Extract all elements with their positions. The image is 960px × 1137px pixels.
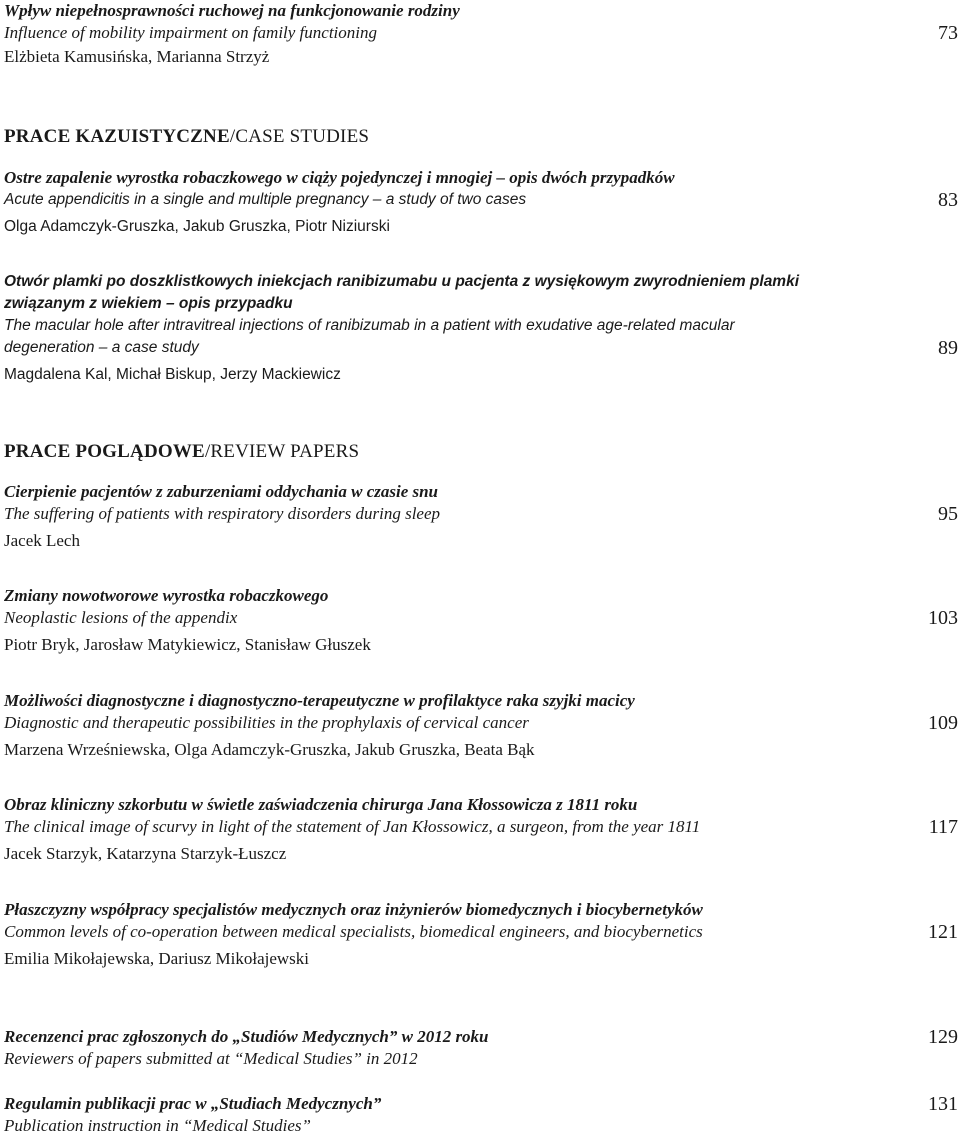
entry-authors: Olga Adamczyk-Gruszka, Jakub Gruszka, Piotr Niziurski <box>4 218 390 235</box>
entry-page-number: 89 <box>938 337 958 359</box>
toc-entry[interactable] <box>4 690 960 761</box>
section-heading-pl: PRACE POGLĄDOWE <box>4 441 205 462</box>
entry-authors: Piotr Bryk, Jarosław Matykiewicz, Stanisław Głuszek <box>4 635 371 654</box>
toc-entry[interactable] <box>4 794 960 865</box>
entry-authors: Jacek Lech <box>4 531 80 550</box>
entry-title-pl: Możliwości diagnostyczne i diagnostyczno-terapeutyczne w profilaktyce raka szyjki macicy <box>4 691 635 710</box>
entry-authors: Jacek Starzyk, Katarzyna Starzyk-Łuszcz <box>4 844 287 863</box>
entry-title-en: The clinical image of scurvy in light of the statement of Jan Kłossowicz, a surgeon, from the year 1811 <box>4 817 701 836</box>
entry-page-number: 129 <box>928 1026 958 1048</box>
section-heading-en: CASE STUDIES <box>235 126 370 147</box>
toc-entry[interactable] <box>4 899 960 970</box>
entry-page-number: 103 <box>928 607 958 629</box>
toc-entry[interactable] <box>4 481 960 552</box>
entry-title-en: Neoplastic lesions of the appendix <box>4 608 238 627</box>
section-heading-review-papers <box>4 441 359 463</box>
section-heading-separator: / <box>204 441 211 462</box>
toc-entry[interactable] <box>4 0 960 68</box>
entry-page-number: 109 <box>928 712 958 734</box>
entry-title-pl: Ostre zapalenie wyrostka robaczkowego w ciąży pojedynczej i mnogiej – opis dwóch przypadków <box>4 168 675 187</box>
section-heading-pl: PRACE KAZUISTYCZNE <box>4 126 230 147</box>
entry-title-en: Acute appendicitis in a single and multiple pregnancy – a study of two cases <box>4 191 527 208</box>
entry-page-number: 83 <box>938 189 958 211</box>
entry-authors: Marzena Wrześniewska, Olga Adamczyk-Gruszka, Jakub Gruszka, Beata Bąk <box>4 740 535 759</box>
entry-authors: Emilia Mikołajewska, Dariusz Mikołajewski <box>4 949 309 968</box>
entry-page-number: 117 <box>928 816 958 838</box>
entry-title-en-line2: degeneration – a case study <box>4 339 199 356</box>
entry-title-pl: Zmiany nowotworowe wyrostka robaczkowego <box>4 586 329 605</box>
entry-title-pl-line1: Otwór plamki po doszklistkowych iniekcjach ranibizumabu u pacjenta z wysiękowym zwyrodnieniem plamki <box>4 273 800 290</box>
toc-entry[interactable] <box>4 271 960 386</box>
entry-title-pl: Wpływ niepełnosprawności ruchowej na funkcjonowanie rodziny <box>4 1 460 20</box>
toc-entry[interactable] <box>4 167 960 238</box>
entry-page-number: 73 <box>938 22 958 44</box>
entry-title-en: The suffering of patients with respiratory disorders during sleep <box>4 504 441 523</box>
entry-title-pl: Płaszczyzny współpracy specjalistów medycznych oraz inżynierów biomedycznych i biocybernetyków <box>4 900 703 919</box>
entry-title-en: Publication instruction in “Medical Studies” <box>4 1116 311 1135</box>
toc-entry[interactable] <box>4 1026 960 1070</box>
section-heading-separator: / <box>229 126 236 147</box>
entry-page-number: 131 <box>928 1093 958 1115</box>
entry-title-pl: Recenzenci prac zgłoszonych do „Studiów Medycznych” w 2012 roku <box>4 1027 489 1046</box>
entry-authors: Magdalena Kal, Michał Biskup, Jerzy Mackiewicz <box>4 366 341 383</box>
entry-title-pl-line2: związanym z wiekiem – opis przypadku <box>4 295 293 312</box>
entry-title-en: Reviewers of papers submitted at “Medical Studies” in 2012 <box>4 1049 418 1068</box>
entry-title-pl: Obraz kliniczny szkorbutu w świetle zaświadczenia chirurga Jana Kłossowicza z 1811 roku <box>4 795 638 814</box>
toc-entry[interactable] <box>4 585 960 656</box>
entry-page-number: 95 <box>938 503 958 525</box>
section-heading-case-studies <box>4 126 369 148</box>
entry-authors: Elżbieta Kamusińska, Marianna Strzyż <box>4 47 270 66</box>
entry-title-en-line1: The macular hole after intravitreal injections of ranibizumab in a patient with exudative age-related macular <box>4 317 735 334</box>
toc-entry[interactable] <box>4 1093 960 1137</box>
entry-title-pl: Cierpienie pacjentów z zaburzeniami oddychania w czasie snu <box>4 482 439 501</box>
entry-title-en: Common levels of co-operation between medical specialists, biomedical engineers, and biocybernetics <box>4 922 703 941</box>
entry-title-en: Influence of mobility impairment on family functioning <box>4 23 377 42</box>
section-heading-en: REVIEW PAPERS <box>210 441 360 462</box>
entry-page-number: 121 <box>928 921 958 943</box>
entry-title-en: Diagnostic and therapeutic possibilities in the prophylaxis of cervical cancer <box>4 713 529 732</box>
entry-title-pl: Regulamin publikacji prac w „Studiach Medycznych” <box>4 1094 382 1113</box>
